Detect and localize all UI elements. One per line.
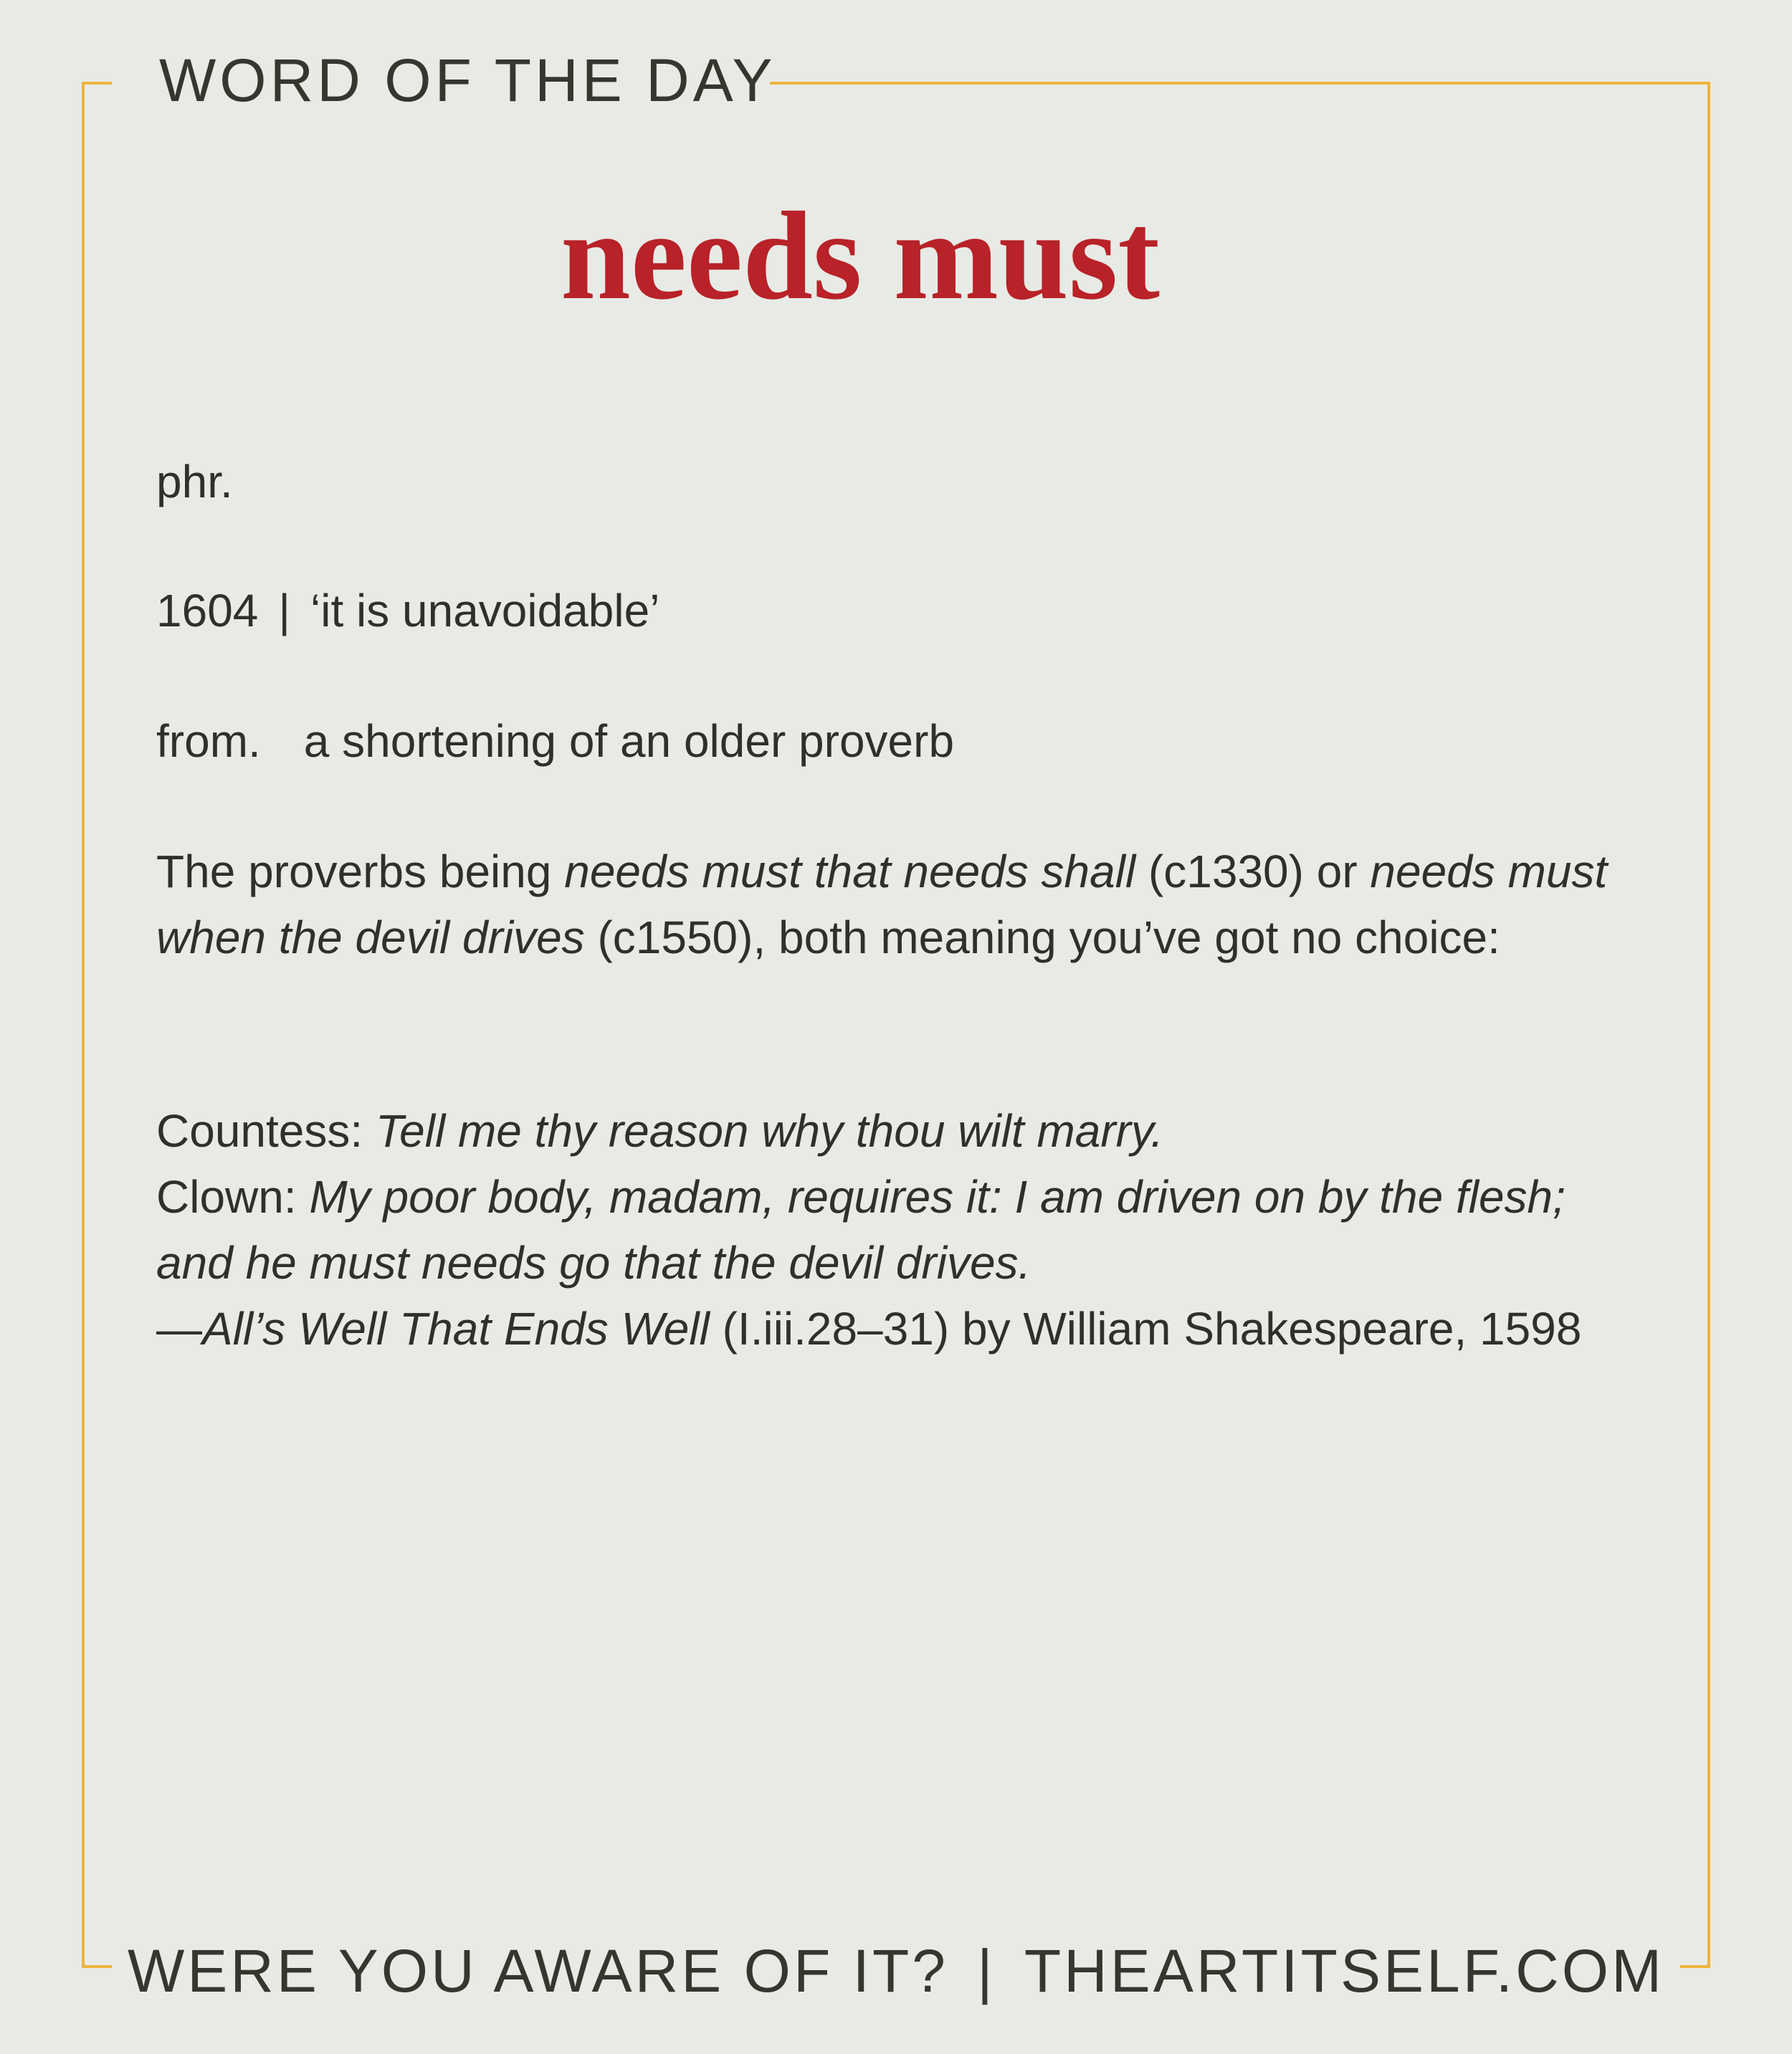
headword: needs must bbox=[560, 186, 1160, 326]
frame-left bbox=[82, 82, 85, 1968]
from-label: from. bbox=[156, 715, 261, 767]
proverbs-text: (c1550), both meaning you’ve got no choice: bbox=[584, 912, 1500, 963]
date-separator: | bbox=[278, 585, 290, 636]
quote-line-clown bbox=[156, 1164, 1654, 1296]
work-title: All’s Well That Ends Well bbox=[202, 1303, 710, 1355]
clown-line: My poor body, madam, requires it: I am driven on by the flesh; and he must needs go that the devil drives. bbox=[156, 1171, 1565, 1289]
proverbs-text: (c1330) or bbox=[1135, 846, 1371, 897]
speaker-countess: Countess: bbox=[156, 1105, 376, 1157]
proverb-one: needs must that needs shall bbox=[564, 846, 1136, 897]
proverbs-paragraph bbox=[156, 839, 1654, 970]
speaker-clown: Clown: bbox=[156, 1171, 310, 1223]
etymology-line bbox=[156, 708, 1654, 774]
frame-top-right bbox=[770, 82, 1710, 85]
proverb-two: needs must when the devil drives bbox=[156, 846, 1608, 963]
section-label: WORD OF THE DAY bbox=[159, 47, 776, 114]
gloss: ‘it is unavoidable’ bbox=[310, 585, 660, 636]
quote-line-countess bbox=[156, 1098, 1654, 1164]
proverbs-text: The proverbs being bbox=[156, 846, 565, 897]
footer-separator: | bbox=[977, 1937, 996, 2005]
footer bbox=[0, 1935, 1792, 2007]
countess-line: Tell me thy reason why thou wilt marry. bbox=[375, 1105, 1163, 1157]
date-line bbox=[156, 578, 1654, 644]
quote-citation bbox=[156, 1296, 1654, 1362]
part-of-speech: phr. bbox=[156, 456, 233, 507]
citation-dash: — bbox=[156, 1303, 202, 1355]
citation-text: (I.iii.28–31) by William Shakespeare, 1598 bbox=[709, 1303, 1582, 1355]
footer-question: WERE YOU AWARE OF IT? bbox=[127, 1937, 948, 2005]
first-use-year: 1604 bbox=[156, 585, 259, 636]
quotation bbox=[156, 1098, 1654, 1362]
frame-right bbox=[1707, 82, 1710, 1968]
frame-top-left bbox=[82, 82, 112, 85]
from-text: a shortening of an older proverb bbox=[303, 715, 955, 767]
footer-site-link[interactable]: THEARTITSELF.COM bbox=[1024, 1937, 1665, 2005]
